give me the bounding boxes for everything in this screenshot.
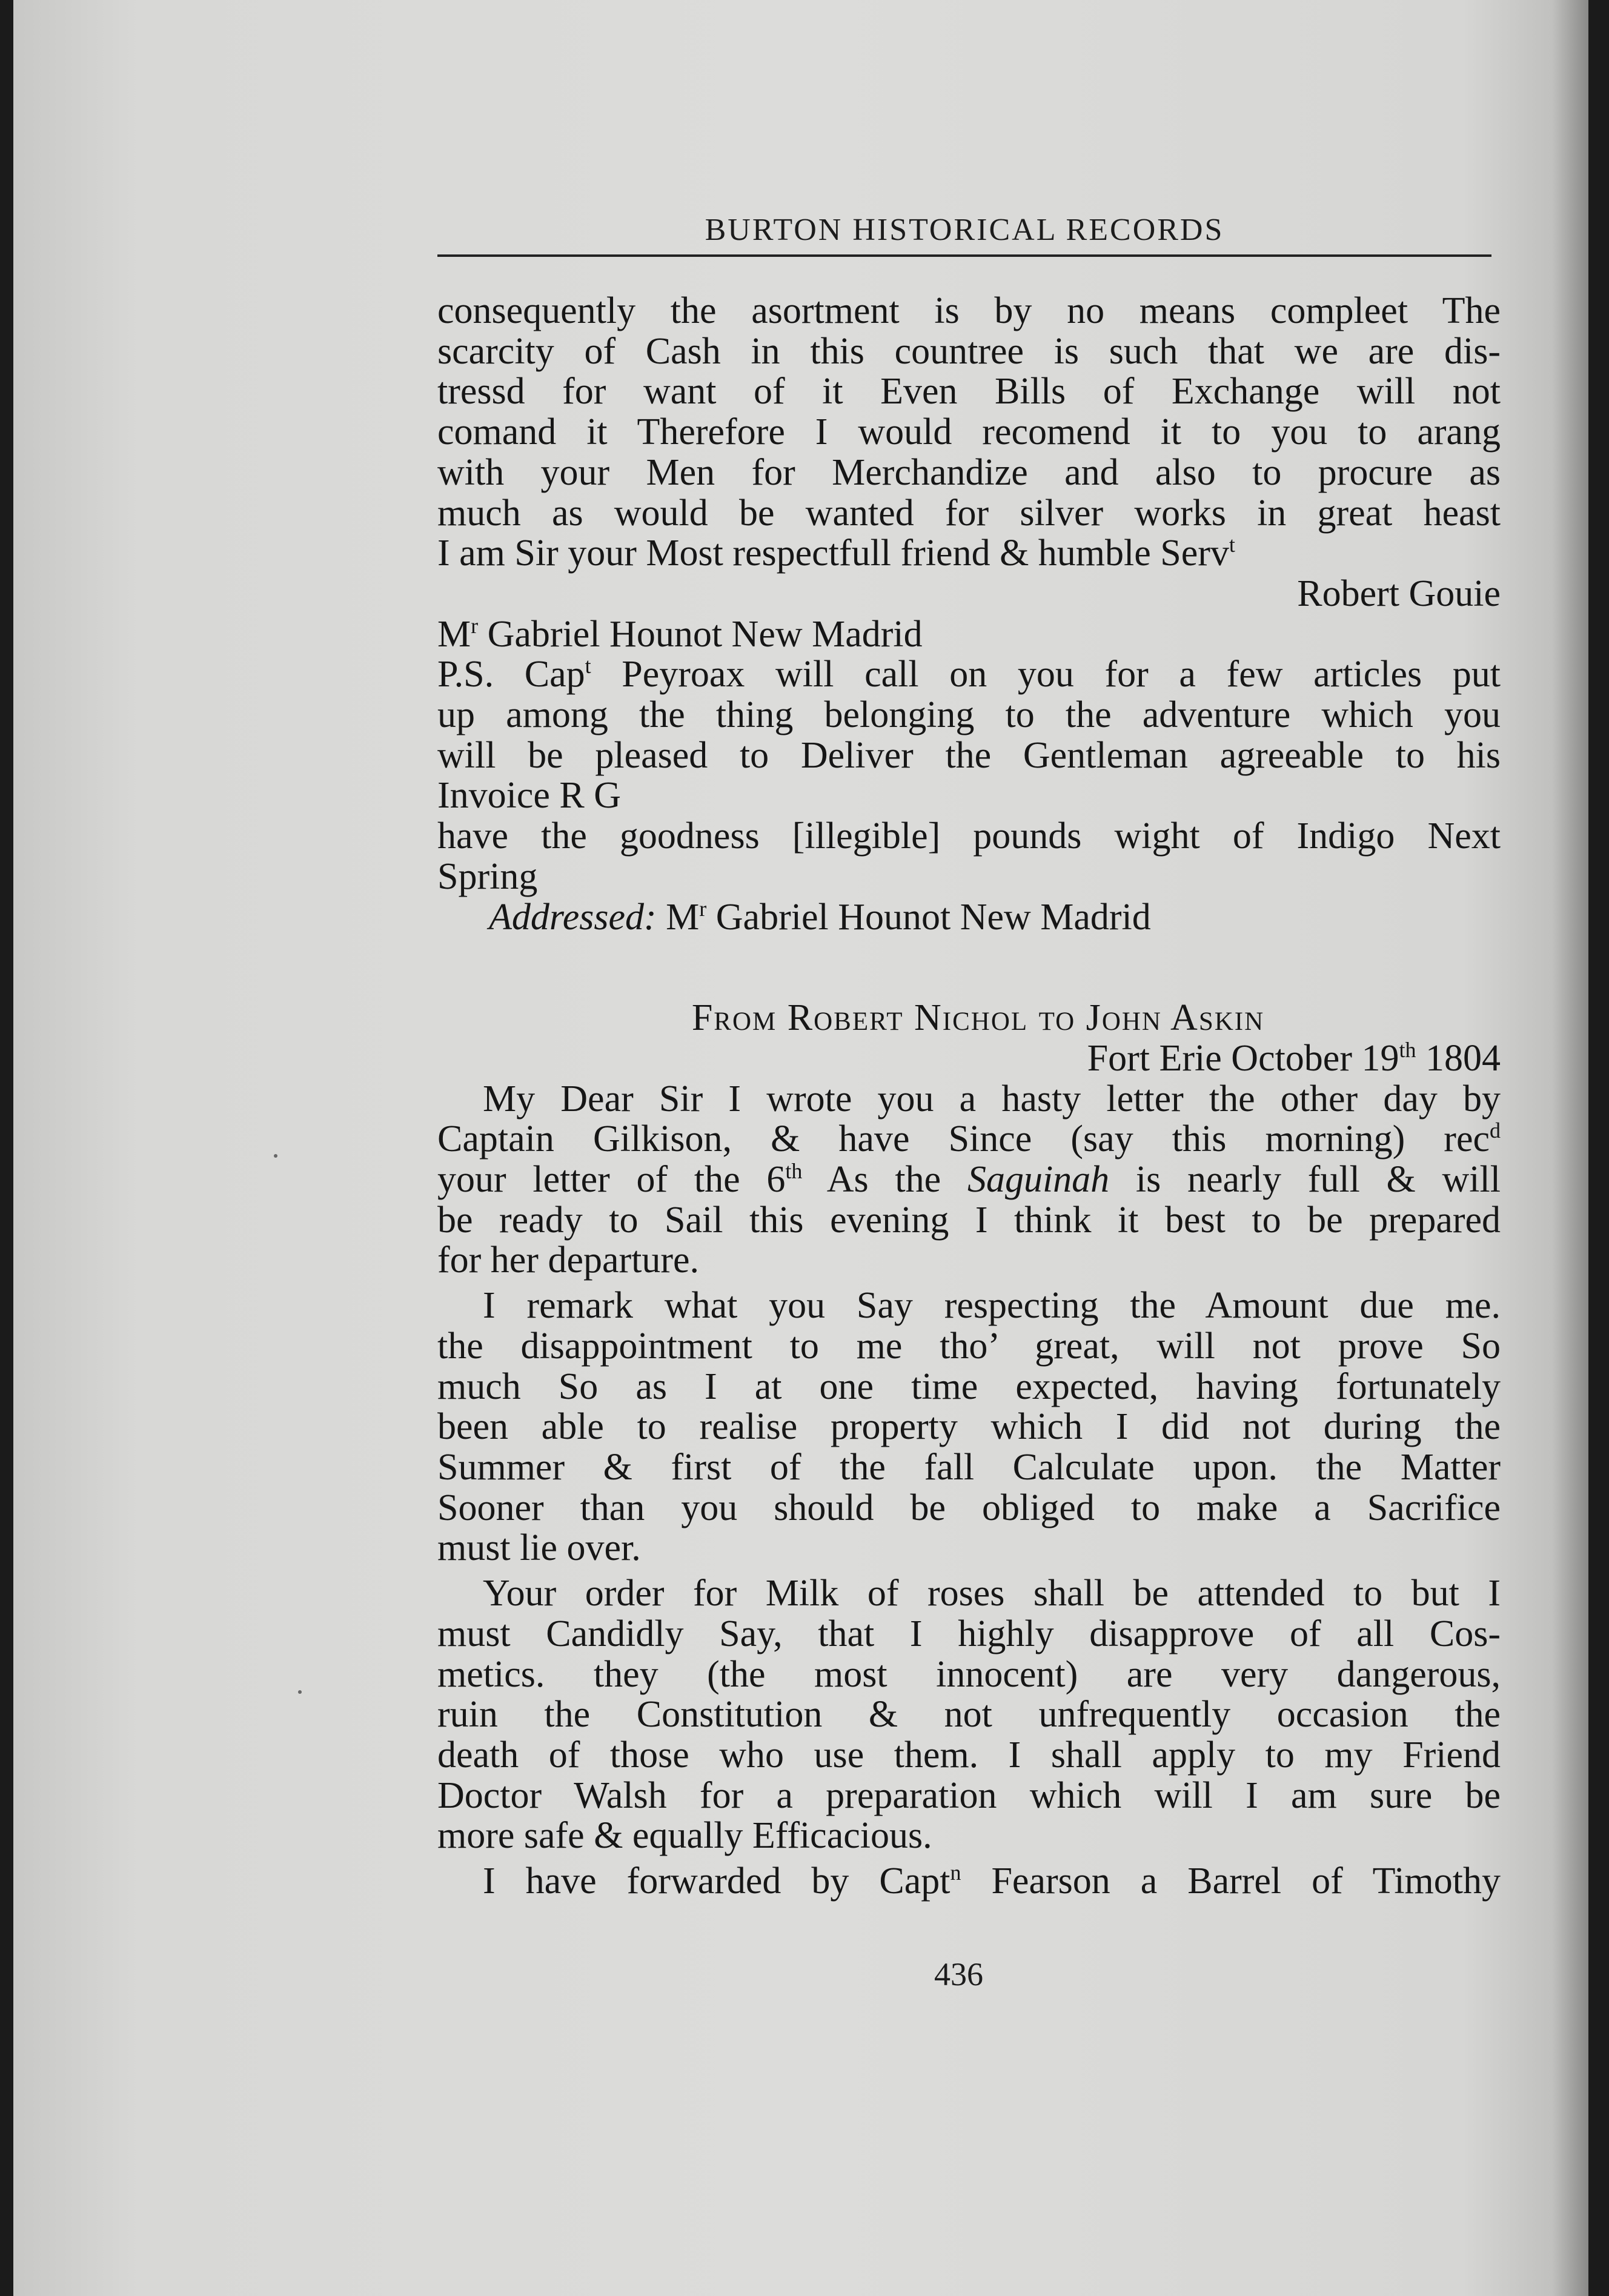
text-line: with your Men for Merchandize and also to procure as	[437, 451, 1501, 493]
letter-heading: From Robert Nichol to John Askin	[691, 997, 1265, 1039]
text-line: comand it Therefore I would recomend it to you to arang	[437, 411, 1501, 453]
text-line: Captain Gilkison, & have Since (say this morning) rec$^d$	[437, 1118, 1501, 1160]
addressed-line: Addressed: $M^r$ Gabriel Hounot New Madrid	[489, 896, 1151, 938]
text-line: tressd for want of it Even Bills of Exchange will not	[437, 371, 1501, 413]
text-line: Sooner than you should be obliged to make a Sacrifice	[437, 1487, 1501, 1528]
text-line: be ready to Sail this evening I think it best to be prepared	[437, 1199, 1501, 1241]
postscript-line: P.S. Cap$^t$ Peyroax will call on you for a few articles put	[437, 654, 1501, 695]
text-line: your letter of the 6th As the Saguinah is nearly full & will	[437, 1159, 1501, 1201]
text-line: My Dear Sir I wrote you a hasty letter the other day by	[483, 1078, 1501, 1120]
postscript-line: up among the thing belonging to the adventure which you	[437, 694, 1501, 736]
text-line: death of those who use them. I shall apply to my Friend	[437, 1734, 1501, 1776]
running-header: BURTON HISTORICAL RECORDS	[437, 206, 1491, 257]
paper-speck	[274, 1154, 277, 1158]
text-line: the disappointment to me tho’ great, will not prove So	[437, 1325, 1501, 1367]
text-line: consequently the asortment is by no means compleet The	[437, 290, 1501, 331]
postscript-line: will be pleased to Deliver the Gentleman agreeable to his	[437, 734, 1501, 776]
dateline: Fort Erie October 19th 1804	[1087, 1037, 1501, 1079]
text-line: more safe & equally Efficacious.	[437, 1815, 932, 1857]
text-line: ruin the Constitution & not unfrequently occasion the	[437, 1694, 1501, 1736]
text-line: much So as I at one time expected, having fortunately	[437, 1365, 1501, 1407]
book-page	[13, 0, 1588, 2296]
addressed-label: Addressed:	[489, 896, 657, 938]
signature: Robert Gouie	[1297, 572, 1501, 614]
text-line: been able to realise property which I did not during the	[437, 1406, 1501, 1448]
text-line: scarcity of Cash in this countree is such that we are dis-	[437, 330, 1501, 372]
text-line: must Candidly Say, that I highly disapprove of all Cos-	[437, 1613, 1501, 1654]
text-line: Your order for Milk of roses shall be attended to but I	[483, 1573, 1501, 1614]
page-number: 436	[934, 1956, 983, 1992]
page-edge-shadow	[1552, 0, 1588, 2296]
text-line: much as would be wanted for silver works in great heast	[437, 492, 1501, 534]
closing-line: I am Sir your Most respectfull friend & humble Serv$^t$	[437, 533, 1235, 574]
postscript-line: have the goodness [illegible] pounds wight of Indigo Next	[437, 815, 1501, 857]
paper-speck	[298, 1690, 302, 1694]
body-text	[437, 291, 1501, 1902]
text-line: Doctor Walsh for a preparation which will I am sure be	[437, 1774, 1501, 1816]
postscript-line: Invoice R G	[437, 775, 622, 817]
text-line: for her departure.	[437, 1239, 700, 1281]
postscript-line: Spring	[437, 855, 538, 897]
text-line: Summer & first of the fall Calculate upon. the Matter	[437, 1446, 1501, 1488]
text-line: I have forwarded by Capt$^n$ Fearson a Barrel of Timothy	[483, 1860, 1501, 1902]
text-line: must lie over.	[437, 1527, 641, 1569]
recipient-line: $M^r$ Gabriel Hounot New Madrid	[437, 613, 923, 655]
text-line: I remark what you Say respecting the Amount due me.	[483, 1285, 1501, 1327]
text-line: metics. they (the most innocent) are very dangerous,	[437, 1653, 1501, 1695]
